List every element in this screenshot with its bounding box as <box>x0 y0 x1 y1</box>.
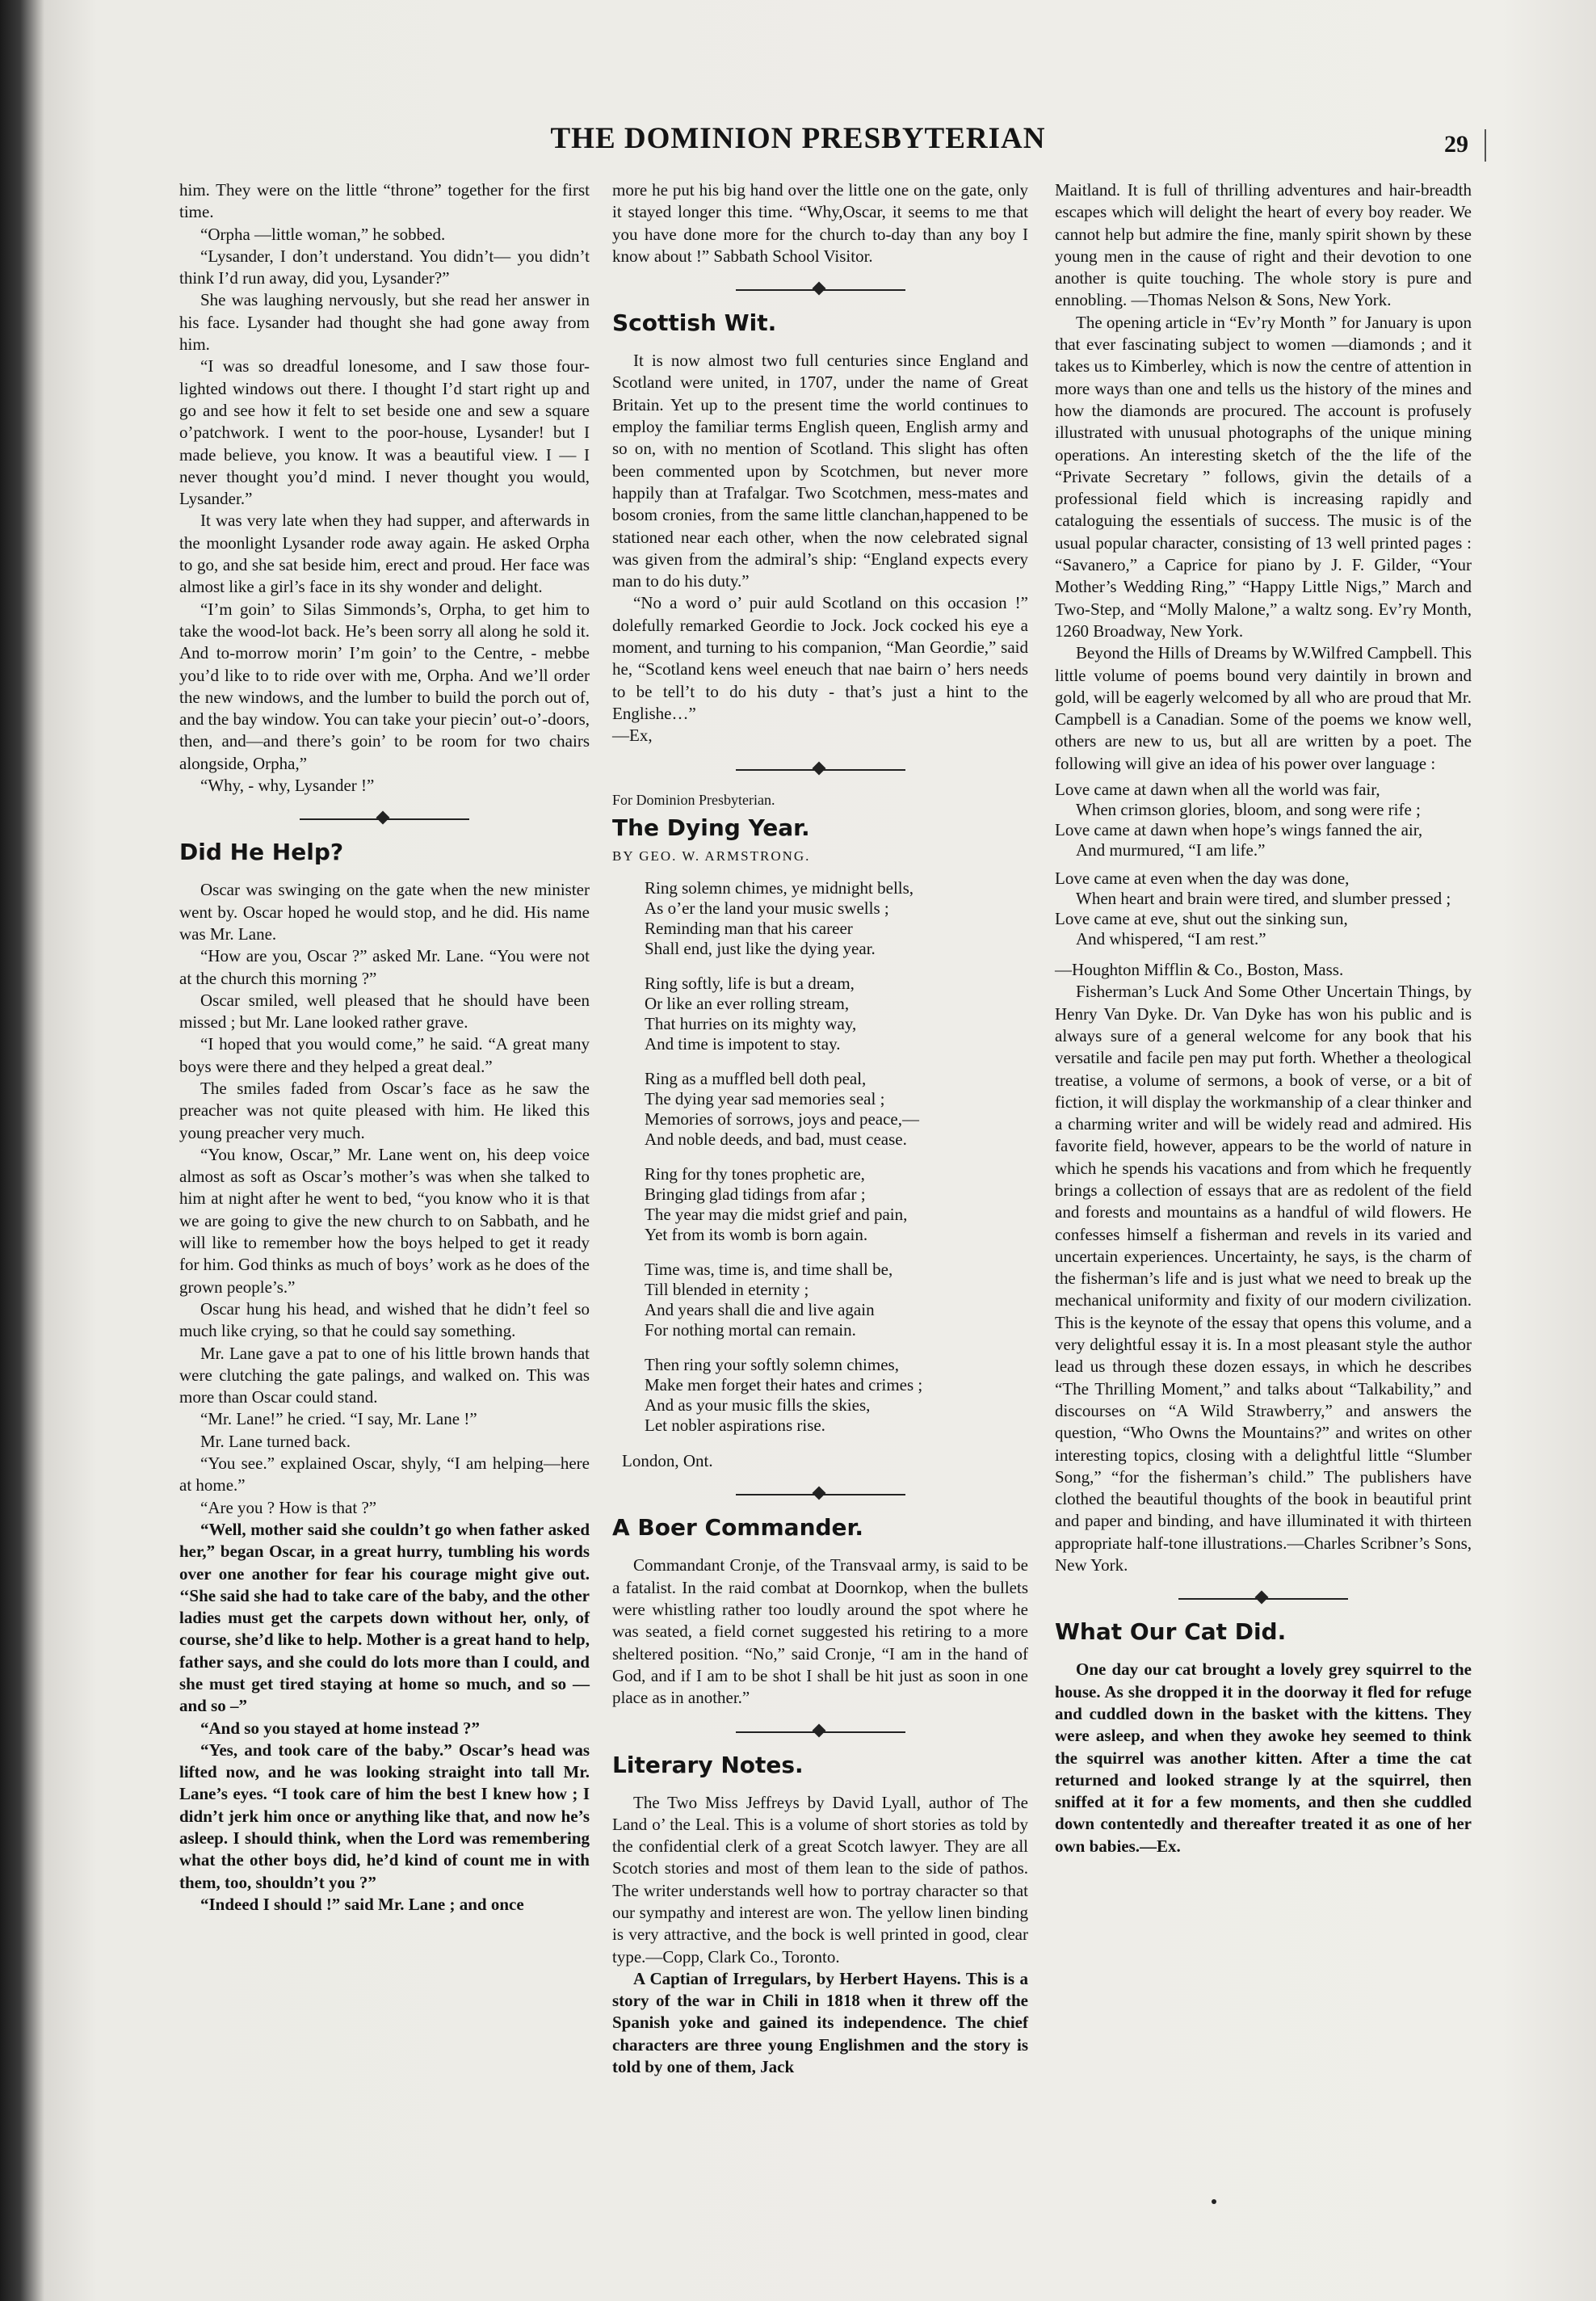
poem-line: That hurries on its mighty way, <box>645 1014 857 1034</box>
poem-line: And murmured, “I am life.” <box>1076 840 1266 860</box>
article-title-literary-notes: Literary Notes. <box>612 1751 804 1778</box>
article-paragraph: Oscar hung his head, and wished that he didn’t feel so much like crying, so that he could say something. <box>179 1298 590 1341</box>
poem-line: Let nobler aspirations rise. <box>645 1416 825 1436</box>
poem-line: Till blended in eternity ; <box>645 1280 809 1300</box>
article-paragraph: “Yes, and took care of the baby.” Oscar’s head was lifted now, and he was looking straight into tall Mr. Lane’s eyes. “I took care of him the best I knew how ; I didn’t jerk him once or anything like that, and now he’s asleep. I should think, when the Lord was remembering what the other boys did, he’d kind of count me in with them, too, shouldn’t you ?” <box>179 1739 590 1892</box>
story-paragraph: “I’m goin’ to Silas Simmonds’s, Orpha, to get him to take the wood-lot back. He’s been sorry all along he sold it. And to-morrow morin’ I’m goin’ to the Centre, - mebbe you’d like to to ride over with me, Orpha. And we’ll order the new windows, and the lumber to build the porch out of, and the bay window. You can take your piecin’ out-o’-doors, then, and—and there’s goin’ to be room for two chairs alongside, Orpha,” <box>179 599 590 773</box>
article-paragraph: “Mr. Lane!” he cried. “I say, Mr. Lane !” <box>200 1409 477 1429</box>
poem-line: Shall end, just like the dying year. <box>645 939 876 959</box>
section-divider <box>736 1487 905 1503</box>
poem-stanza <box>645 1355 1028 1436</box>
poem-line: Love came at dawn when all the world was fair, <box>1055 780 1380 800</box>
poem-stanza <box>645 878 1028 959</box>
poem-line: And as your music fills the skies, <box>645 1395 871 1416</box>
poem-line: Love came at dawn when hope’s wings fanned the air, <box>1055 820 1423 840</box>
article-paragraph: Oscar smiled, well pleased that he should have been missed ; but Mr. Lane looked rather grave. <box>179 990 590 1033</box>
column-1 <box>179 179 590 1916</box>
poem-line: And noble deeds, and bad, must cease. <box>645 1129 907 1150</box>
poem-line: The dying year sad memories seal ; <box>645 1089 885 1109</box>
article-paragraph: “Well, mother said she couldn’t go when father asked her,” began Oscar, in a great hurry, tumbling his words over one another for fear his courage might give out. ‘‘She said she had to take care of the baby, and the other ladies must get the carpets down without her, only, of course, she’d like to help. Mother is a great hand to help, father says, and she could do lots more than I could, and she must get tired staying at home so much, and so —and so –” <box>179 1519 590 1716</box>
article-paragraph: Mr. Lane gave a pat to one of his little brown hands that were clutching the gate palings, and walked on. This was more than Oscar could stand. <box>179 1343 590 1407</box>
article-paragraph: “You see.” explained Oscar, shyly, “I am helping—here at home.” <box>179 1453 590 1495</box>
margin-mark <box>1485 129 1486 162</box>
section-divider <box>1178 1591 1348 1607</box>
poem-title-dying-year: The Dying Year. <box>612 814 810 841</box>
article-paragraph: A Captian of Irregulars, by Herbert Hayens. This is a story of the war in Chili in 1818 when it threw off the Spanish yoke and gained its independence. The chief characters are three young Englishmen and the story is told by one of them, Jack <box>612 1968 1028 2077</box>
article-paragraph: “How are you, Oscar ?” asked Mr. Lane. “You were not at the church this morning ?” <box>179 946 590 988</box>
article-paragraph: “No a word o’ puir auld Scotland on this occasion !” dolefully remarked Geordie to Jock. Jock cocked his eye a moment, and turning to his companion, “Man Geordie,” said he, “Scotland kens weel eneuch that nae bairn o’ hers needs to be tell’t to do his duty - that’s just a hint to the Englishe…” <box>612 593 1028 723</box>
article-paragraph: “And so you stayed at home instead ?” <box>200 1718 480 1738</box>
poem-byline: BY GEO. W. ARMSTRONG. <box>612 848 811 864</box>
poem-line: Reminding man that his career <box>645 919 853 939</box>
article-source: —Ex, <box>612 726 653 746</box>
masthead-title: THE DOMINION PRESBYTERIAN <box>550 122 1046 155</box>
article-paragraph: The Two Miss Jeffreys by David Lyall, author of The Land o’ the Leal. This is a volume of short stories as told by the confidential clerk of a great Scotch lawyer. They are all Scotch stories and most of them lean to the side of pathos. The writer understands well how to portray character so that our sympathy and interest are won. The yellow linen binding is very attractive, and the bock is well printed in good, clear type.—Copp, Clark Co., Toronto. <box>612 1792 1028 1967</box>
poem-line: Ring softly, life is but a dream, <box>645 974 855 994</box>
story-paragraph: It was very late when they had supper, and afterwards in the moonlight Lysander rode away again. He asked Orpha to go, and she sat beside him, erect and proud. Her face was almost like a girl’s face in its shy wonder and delight. <box>179 511 590 597</box>
page-mark <box>1212 2199 1216 2204</box>
page-number: 29 <box>1444 131 1468 158</box>
story-paragraph: “Why, - why, Lysander !” <box>200 776 375 796</box>
column-3 <box>1055 179 1472 1857</box>
article-paragraph: more he put his big hand over the little one on the gate, only it stayed longer this time. “Why,Oscar, it seems to me that you have done more for the church to-day than any boy I know about !” Sabbath School Visitor. <box>612 180 1028 266</box>
poem-stanza <box>645 1164 1028 1245</box>
poem-line: Then ring your softly solemn chimes, <box>645 1355 899 1375</box>
poem-line: And years shall die and live again <box>645 1300 875 1320</box>
article-paragraph: “You know, Oscar,” Mr. Lane went on, his deep voice almost as soft as Oscar’s mother’s was when she talked to him at night after he went to bed, “you know who it is that we are going to give the new church to on Sabbath, and he will like to remember how the boys helped to get it ready for him. God thinks as much of boys’ work as he does of the grown people’s.” <box>179 1144 590 1297</box>
contribution-note: For Dominion Presbyterian. <box>612 791 775 808</box>
poem-line: As o’er the land your music swells ; <box>645 898 889 919</box>
poem-line: And time is impotent to stay. <box>645 1034 841 1054</box>
article-paragraph: Beyond the Hills of Dreams by W.Wilfred Campbell. This little volume of poems bound very daintily in brown and gold, will be eagerly welcomed by all who are proud that Mr. Campbell is a Canadian. Some of the poems we know well, others are new to us, but all are written by a poet. The following will give an idea of his power over language : <box>1055 643 1472 773</box>
poem-line: Or like an ever rolling stream, <box>645 994 850 1014</box>
poem-line: The year may die midst grief and pain, <box>645 1205 908 1225</box>
article-paragraph: “I hoped that you would come,” he said. “A great many boys were there and they helped a great deal.” <box>179 1034 590 1076</box>
poem-credit: —Houghton Mifflin & Co., Boston, Mass. <box>1055 960 1344 980</box>
article-title-did-he-help: Did He Help? <box>179 839 344 866</box>
article-paragraph: Fisherman’s Luck And Some Other Uncertain Things, by Henry Van Dyke. Dr. Van Dyke has won his public and is always sure of a general welcome for any book that his versatile and facile pen may put forth. Whether a theological treatise, a volume of sermons, a book of verse, or a bit of fiction, it will display the workmanship of a clear thinker and a charming writer and will be widely read and admired. His favorite field, however, appears to be the world of nature in which he spends his vacations and from which he frequently brings a collection of essays that are as redolent of the field and forests and mountains as a handful of wild flowers. He confesses himself a fisherman and revels in its varied and uncertain experiences. Uncertainty, he says, is the charm of the fisherman’s life and is just what we need to break up the mechanical uniformity and fixity of our modern civilization. This is the keynote of the essay that opens this volume, and a very delightful essay it is. In a most pleasant style the author lead us through these dozen essays, in which he describes “The Thrilling Moment,” and talks about “Talkability,” and discourses on “A Wild Strawberry,” and answers the question, “Who Owns the Mountains?” and writes on other interesting topics, closing with a delightful little “Slumber Song,” “for the fisherman’s child.” The publishers have clothed the beautiful thoughts of the book in beautiful print and paper and binding, and have illuminated it with thirteen appropriate half-tone illustrations.—Charles Scribner’s Sons, New York. <box>1055 982 1472 1575</box>
article-paragraph: Mr. Lane turned back. <box>200 1431 351 1451</box>
article-paragraph: Commandant Cronje, of the Transvaal army, is said to be a fatalist. In the raid combat at Doornkop, when the bullets were whistling rather too loudly around the spot where he was seated, a field cornet suggested his retiring to a more sheltered position. “No,” said Cronje, “I am in the hand of God, and if I am to be shot I shall be hit just as soon in one place as in another.” <box>612 1555 1028 1708</box>
section-divider <box>736 762 905 778</box>
article-title-boer-commander: A Boer Commander. <box>612 1514 863 1542</box>
quoted-poem <box>1055 780 1472 949</box>
poem-stanza <box>645 974 1028 1054</box>
poem-line: Yet from its womb is born again. <box>645 1225 868 1245</box>
article-paragraph: “Are you ? How is that ?” <box>200 1497 377 1517</box>
article-title-what-our-cat-did: What Our Cat Did. <box>1055 1618 1287 1646</box>
story-paragraph: “I was so dreadful lonesome, and I saw those four-lighted windows out there. I thought I’d start right up and go and see how it felt to set beside one and sew a square o’patchwork. I went to the poor-house, Lysander! but I made believe, you know. It was a beautiful view. I — I never thought you’d mind. I never thought you would, Lysander.” <box>179 356 590 509</box>
column-2 <box>612 179 1028 2078</box>
article-paragraph: One day our cat brought a lovely grey squirrel to the house. As she dropped it in the doorway it fled for refuge and cuddled down in the basket with the kittens. They were asleep, and when they awoke hey seemed to think the squirrel was another kitten. After a time the cat returned and looked strange ly at the squirrel, then sniffed at it for a few moments, and then she cuddled down contentedly and thereafter treated it as one of her own babies.—Ex. <box>1055 1659 1472 1856</box>
article-paragraph: The opening article in “Ev’ry Month ” for January is upon that ever fascinating subject to women —diamonds ; and it takes us to Kimberley, which is now the centre of attention in more ways than one and tells us the history of the mines and how the diamonds are procured. The account is profusely illustrated with unusual photographs of the unique mining operations. An interesting sketch of the the life of the “Private Secretary ” follows, givin the details of a professional field which is increasing rapidly and cataloguing the essentials of success. The music is of the usual popular character, consisting of 13 well printed pages : “Savanero,” a Caprice for piano by J. F. Gilder, “Your Mother’s Wedding Ring,” “Happy Little Nigs,” March and Two-Step, and “Molly Malone,” a waltz song. Ev’ry Month, 1260 Broadway, New York. <box>1055 312 1472 641</box>
section-divider <box>736 282 905 298</box>
article-paragraph: It is now almost two full centuries since England and Scotland were united, in 1707, under the name of Great Britain. Yet up to the present time the world continues to employ the familiar terms English queen, English army and so on, with no mention of Scotland. This slight has often been commented upon by Scotchmen, but never more happily than at Trafalgar. Two Scotchmen, mess-mates and bosom cronies, from the same little clanchan,happened to be stationed near each other, when the now celebrated signal was given from the admiral’s ship: “England expects every man to do his duty.” <box>612 351 1028 591</box>
article-paragraph: The smiles faded from Oscar’s face as he saw the preacher was not quite pleased with him. He liked this young preacher very much. <box>179 1078 590 1142</box>
poem-line: And whispered, “I am rest.” <box>1076 929 1266 949</box>
poem-line: Memories of sorrows, joys and peace,— <box>645 1109 919 1129</box>
article-paragraph: Oscar was swinging on the gate when the new minister went by. Oscar hoped he would stop, and he did. His name was Mr. Lane. <box>179 880 590 944</box>
poem-line: For nothing mortal can remain. <box>645 1320 856 1340</box>
story-paragraph: “Orpha —little woman,” he sobbed. <box>200 224 446 244</box>
poem-line: Ring solemn chimes, ye midnight bells, <box>645 878 914 898</box>
story-paragraph: She was laughing nervously, but she read her answer in his face. Lysander had thought she had gone away from him. <box>179 290 590 355</box>
story-paragraph: him. They were on the little “throne” together for the first time. <box>179 180 590 222</box>
story-paragraph: “Lysander, I don’t understand. You didn’t— you didn’t think I’d run away, did you, Lysander?” <box>179 246 590 288</box>
poem-stanza <box>645 1069 1028 1150</box>
article-paragraph: Maitland. It is full of thrilling adventures and hair-breadth escapes which will delight the heart of every boy reader. We cannot help but admire the fine, manly spirit shown by these young men in the cause of right and their devotion to one another is quite touching. The whole story is pure and ennobling. —Thomas Nelson & Sons, New York. <box>1055 180 1472 310</box>
poem-line: Love came at even when the day was done, <box>1055 869 1350 889</box>
poem-line: Make men forget their hates and crimes ; <box>645 1375 923 1395</box>
poem-line: Time was, time is, and time shall be, <box>645 1260 893 1280</box>
section-divider <box>736 1724 905 1740</box>
poem-line: Ring as a muffled bell doth peal, <box>645 1069 867 1089</box>
article-paragraph: “Indeed I should !” said Mr. Lane ; and once <box>200 1894 524 1914</box>
poem-line: Love came at eve, shut out the sinking sun, <box>1055 909 1348 929</box>
poem-line: When crimson glories, bloom, and song were rife ; <box>1076 800 1421 820</box>
poem-line: Ring for thy tones prophetic are, <box>645 1164 865 1184</box>
section-divider <box>300 811 469 827</box>
poem-line: Bringing glad tidings from afar ; <box>645 1184 866 1205</box>
poem-stanza <box>645 1260 1028 1340</box>
article-title-scottish-wit: Scottish Wit. <box>612 309 777 337</box>
poem-line: When heart and brain were tired, and slumber pressed ; <box>1076 889 1451 909</box>
poem-place: London, Ont. <box>622 1451 713 1471</box>
